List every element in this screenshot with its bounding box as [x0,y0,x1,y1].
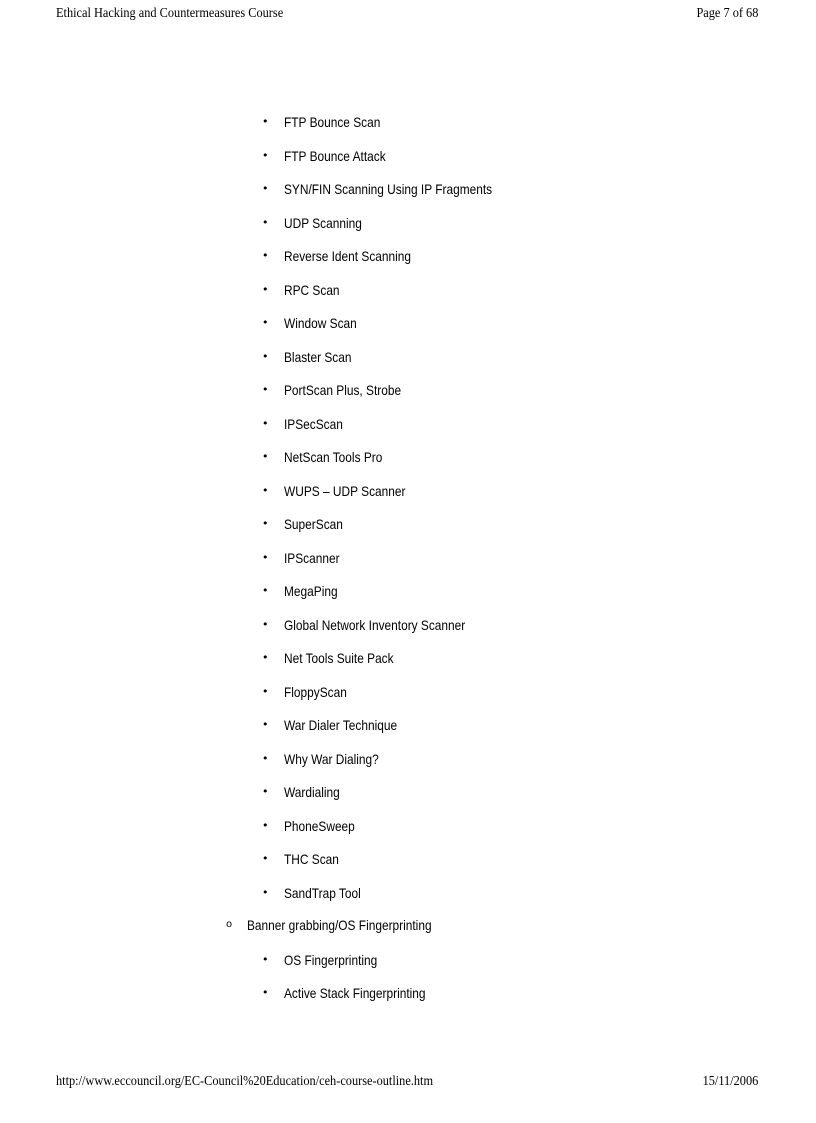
list-item-text: SandTrap Tool [284,885,361,901]
bullet-icon: • [262,417,269,430]
list-item-text: PhoneSweep [284,818,355,834]
list-item-text: IPScanner [284,550,340,566]
list-item-text: FTP Bounce Attack [284,148,386,164]
bullet-icon: • [262,752,269,765]
list-item-text: PortScan Plus, Strobe [284,382,402,398]
bullet-icon: • [262,852,269,865]
bullet-icon: • [262,953,269,966]
bullet-icon: • [262,383,269,396]
bullet-icon: • [262,785,269,798]
list-item-text: FloppyScan [284,684,347,700]
footer-date: 15/11/2006 [702,1074,758,1089]
list-item-text: NetScan Tools Pro [284,449,383,465]
bullet-icon: • [262,450,269,463]
list-item-text: Reverse Ident Scanning [284,248,412,264]
bullet-icon: • [262,484,269,497]
list-item-text: Net Tools Suite Pack [284,650,394,666]
list-item-text: THC Scan [284,851,339,867]
bullet-icon: • [262,216,269,229]
list-item-text: Active Stack Fingerprinting [284,985,426,1001]
list-item-text: Banner grabbing/OS Fingerprinting [247,917,432,933]
list-item-text: Blaster Scan [284,349,352,365]
circle-bullet-icon: o [226,919,233,930]
list-item-text: Why War Dialing? [284,751,379,767]
list-item-text: SuperScan [284,516,343,532]
list-item-text: Window Scan [284,315,357,331]
bullet-icon: • [262,886,269,899]
bullet-icon: • [262,986,269,999]
bullet-icon: • [262,551,269,564]
list-item-text: SYN/FIN Scanning Using IP Fragments [284,181,493,197]
list-item-text: War Dialer Technique [284,717,398,733]
bullet-icon: • [262,249,269,262]
bullet-icon: • [262,819,269,832]
bullet-icon: • [262,115,269,128]
bullet-icon: • [262,350,269,363]
bullet-icon: • [262,685,269,698]
list-item-text: Wardialing [284,784,340,800]
bullet-icon: • [262,182,269,195]
list-item-text: RPC Scan [284,282,340,298]
bullet-icon: • [262,718,269,731]
bullet-icon: • [262,618,269,631]
header-title: Ethical Hacking and Countermeasures Course [56,6,284,21]
page-number: Page 7 of 68 [696,6,758,21]
bullet-icon: • [262,651,269,664]
list-item-text: Global Network Inventory Scanner [284,617,466,633]
list-item-text: MegaPing [284,583,338,599]
bullet-icon: • [262,149,269,162]
list-item-text: UDP Scanning [284,215,362,231]
bullet-icon: • [262,517,269,530]
bullet-icon: • [262,316,269,329]
list-item-text: OS Fingerprinting [284,952,378,968]
bullet-icon: • [262,283,269,296]
list-item-text: IPSecScan [284,416,343,432]
bullet-icon: • [262,584,269,597]
list-item-text: WUPS – UDP Scanner [284,483,406,499]
footer-url: http://www.eccouncil.org/EC-Council%20Education/ceh-course-outline.htm [56,1074,434,1089]
list-item-text: FTP Bounce Scan [284,114,381,130]
